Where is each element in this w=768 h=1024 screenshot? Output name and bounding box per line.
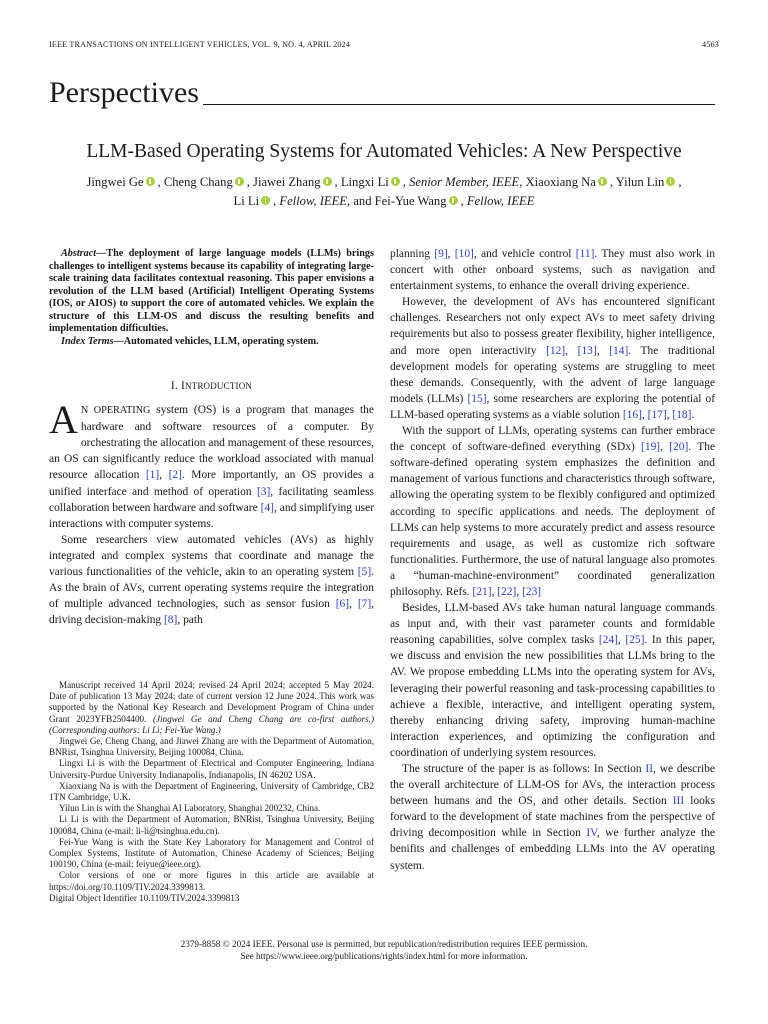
- page-number: 4563: [702, 40, 719, 49]
- author-title: Fellow, IEEE: [279, 194, 348, 208]
- citation-link[interactable]: [16]: [622, 408, 642, 421]
- text-run: , and simplifying user interactions with computer systems.: [49, 501, 375, 530]
- journal-name: IEEE TRANSACTIONS ON INTELLIGENT VEHICLES, VOL. 9, NO. 4, APRIL 2024: [49, 40, 351, 49]
- footnote-text: Manuscript received 14 April 2024; revised 24 April 2024; accepted 5 May 2024. Date of publication 13 May 2024; date of current version 12 June 2024. This work was supported by the National Key Research and Development Program of China under Grant 2023YFB2504400.: [49, 680, 374, 724]
- author-separator: ,: [246, 175, 254, 189]
- text-run: ,: [349, 598, 358, 611]
- left-column: [49, 248, 374, 628]
- citation-link[interactable]: [5]: [357, 566, 372, 579]
- section-heading-rest: NTRODUCTION: [184, 381, 253, 391]
- citation-link[interactable]: [9]: [434, 248, 448, 260]
- citation-link[interactable]: [13]: [577, 344, 597, 357]
- citation-link[interactable]: [20]: [669, 441, 689, 454]
- citation-link[interactable]: [4]: [260, 501, 274, 514]
- footnote-affiliation: Yilun Lin is with the Shanghai AI Laboratory, Shanghai 200232, China.: [59, 803, 321, 814]
- author-separator: ,: [609, 175, 616, 189]
- body-paragraph: [390, 600, 715, 761]
- text-run: , path: [177, 614, 203, 627]
- author-conjunction: and: [353, 194, 375, 208]
- text-run: . As the brain of AVs, current operating systems require the integration of multiple advanced technologies, such as sensor fusion: [49, 566, 374, 611]
- text-run: ,: [641, 408, 648, 421]
- footnote-color-versions: Color versions of one or more figures in this article are available at https://doi.org/10.1109/TIV.2024.3399813.: [49, 870, 374, 892]
- right-column: [390, 246, 715, 874]
- text-run: system (OS) is a program that manages the hardware and software resources of a computer. By orchestrating the allocation and management of these resources, an OS can significantly reduce the workload associated with manual resource allocation: [49, 404, 374, 482]
- text-run: ,: [447, 248, 455, 260]
- author-separator: ,: [347, 194, 354, 208]
- citation-link[interactable]: [2]: [168, 469, 182, 482]
- text-run: , we further analyze the benifits and challenges of embedding LLMs into the AV operating system.: [390, 827, 715, 872]
- text-run: However, the development of AVs has encountered significant challenges. Researchers not only expect AVs to meet safety driving requirements but also to possess greater flexibility, higher intelligence, and more open interactivity: [390, 296, 715, 357]
- text-run: . The software-defined operating system emphasizes the definition and management of various functions and characteristics through software, allowing the operating system to be flexibly configured and optimized according to specific applications and needs. The deployment of LLMs can help systems to more accurately predict and assess resource requirements and usage, as well as customize rich software functionalities. Furthermore, the use of natural language also promotes a “human-machine-environment” coordinated generalization philosophy. Refs.: [390, 441, 716, 598]
- text-run: . They must also work in concert with other onboard systems, such as navigation and entertainment systems, to enhance the overall driving experience.: [390, 248, 716, 293]
- section-link[interactable]: II: [645, 763, 654, 775]
- article-title: LLM-Based Operating Systems for Automated Vehicles: A New Perspective: [86, 141, 682, 162]
- citation-link[interactable]: [6]: [335, 598, 350, 611]
- author-title: Fellow, IEEE: [466, 194, 535, 208]
- text-run: , facilitating seamless collaboration between hardware and software: [49, 485, 375, 514]
- text-run: , driving decision-making: [49, 598, 375, 627]
- citation-link[interactable]: [18]: [672, 408, 692, 421]
- footnote-affiliation: Xiaoxiang Na is with the Department of Engineering, University of Cambridge, CB2 1TN Cambridge, U.K.: [49, 780, 374, 803]
- author-name: Li Li: [233, 194, 260, 208]
- text-run: Besides, LLM-based AVs take human natural language commands as input and, with their vast parameter counts and formidable reasoning capabilities, solve complex tasks: [390, 602, 715, 647]
- author-separator: ,: [273, 194, 280, 208]
- text-run: , we describe the overall architecture of LLM-OS for AVs, the interaction process between humans and the OS, and other details. Section: [390, 763, 715, 808]
- orcid-icon[interactable]: [235, 177, 244, 186]
- footnote-affiliation: Lingxi Li is with the Department of Electrical and Computer Engineering, Indiana University-Purdue University Indianapolis, Indianapolis, IN 46202 USA.: [49, 758, 374, 780]
- text-run: ,: [491, 585, 498, 598]
- index-terms-label: Index Terms: [61, 335, 114, 347]
- author-separator: ,: [157, 175, 164, 189]
- orcid-icon[interactable]: [449, 196, 458, 205]
- orcid-icon[interactable]: [666, 177, 675, 186]
- author-title: Senior Member, IEEE: [409, 175, 520, 189]
- text-run: ,: [516, 585, 523, 598]
- author-separator: ,: [334, 175, 341, 189]
- section-heading: [49, 378, 374, 394]
- rights-link[interactable]: See https://www.ieee.org/publications/rights/index.html for more information.: [240, 951, 528, 961]
- citation-link[interactable]: [17]: [647, 408, 667, 421]
- footnote-affiliation: Li Li is with the Department of Automation, BNRist, Tsinghua University, Beijing 100084, China (e-mail: li-li@tsinghua.edu.cn).: [49, 814, 374, 836]
- orcid-icon[interactable]: [261, 196, 270, 205]
- citation-link[interactable]: [25]: [625, 634, 645, 647]
- text-run: Some researchers view automated vehicles (AVs) as highly integrated and complex systems that coordinate and manage the various functionalities of the vehicle, akin to an operating system: [49, 533, 374, 579]
- index-terms-text: —Automated vehicles, LLM, operating system.: [113, 335, 319, 347]
- lead-in-words: N OPERATING: [80, 405, 151, 417]
- text-run: .: [691, 408, 695, 421]
- footnote-cofirst: (Jingwei Ge and Cheng Chang are co-first authors.) (Corresponding authors: Li Li; Fei-Yue Wang.): [49, 713, 374, 735]
- footnote-manuscript: [49, 680, 374, 736]
- text-run: ,: [596, 344, 610, 357]
- text-run: . The traditional development models for operating systems are struggling to meet these demands. Consequently, with the advent of large language models (LLMs): [390, 344, 715, 405]
- citation-link[interactable]: [1]: [145, 469, 160, 482]
- abstract: [49, 248, 374, 336]
- citation-link[interactable]: [24]: [598, 634, 618, 647]
- citation-link[interactable]: [11]: [575, 248, 595, 260]
- author-name: Cheng Chang: [163, 175, 233, 189]
- author-separator: ,: [519, 175, 526, 189]
- citation-link[interactable]: [15]: [467, 392, 487, 405]
- section-link[interactable]: III: [672, 795, 685, 808]
- body-paragraph: [49, 397, 375, 532]
- author-line-1: [49, 173, 719, 192]
- banner-rule: [203, 104, 715, 105]
- author-line-2: [49, 192, 719, 211]
- body-paragraph: [390, 761, 715, 874]
- author-name: Xiaoxiang Na: [525, 175, 596, 189]
- citation-link[interactable]: [22]: [497, 585, 517, 598]
- running-header: [49, 40, 719, 54]
- footnotes: [49, 680, 374, 904]
- text-run: With the support of LLMs, operating systems can further embrace the concept of software-defined everything (SDx): [390, 425, 715, 454]
- text-run: ,: [660, 441, 670, 454]
- author-separator: ,: [678, 175, 682, 189]
- body-paragraph: [390, 294, 715, 423]
- text-run: The structure of the paper is as follows: In Section: [402, 763, 646, 775]
- author-name: Lingxi Li: [340, 175, 389, 189]
- author-list: [49, 173, 719, 211]
- text-run: ,: [666, 408, 673, 421]
- body-paragraph: [390, 423, 715, 600]
- citation-link[interactable]: [8]: [164, 614, 178, 627]
- text-run: looks forward to the development of state machines from the perspective of driving decomposition while in Section: [390, 795, 715, 840]
- orcid-icon[interactable]: [391, 177, 400, 186]
- citation-link[interactable]: [14]: [609, 344, 629, 357]
- text-run: ,: [617, 634, 626, 647]
- text-run: , and vehicle control: [473, 248, 576, 260]
- citation-link[interactable]: [12]: [546, 344, 566, 357]
- body-paragraph-continued: [390, 246, 715, 294]
- citation-link[interactable]: [21]: [472, 585, 492, 598]
- body-paragraph: [49, 532, 374, 629]
- footnote-affiliation: Jingwei Ge, Cheng Chang, and Jiawei Zhang are with the Department of Automation, BNRist, Tsinghua University, Beijing 100084, China.: [49, 736, 374, 758]
- citation-link[interactable]: [19]: [641, 441, 661, 454]
- footnote-doi: Digital Object Identifier 10.1109/TIV.2024.3399813: [49, 892, 240, 903]
- citation-link[interactable]: [23]: [522, 585, 542, 598]
- abstract-text: —The deployment of large language models (LLMs) brings challenges to intelligent systems because its capability of integrating large-scale training data facilitates contextual reasoning. This paper envisions a revolution of the LLM based (Artificial) Intelligent Operating Systems (IOS, or AIOS) to support the core of automated vehicles. We explain the structure of this LLM-OS and discuss the resulting benefits and implementation difficulties.: [49, 248, 374, 334]
- footnote-affiliation: Fei-Yue Wang is with the State Key Laboratory for Management and Control of Complex Systems, Institute of Automation, Chinese Academy of Sciences, Beijing 100190, China (e-mail: feiyue@ieee.org).: [49, 836, 374, 870]
- author-separator: ,: [460, 194, 467, 208]
- section-banner: [49, 76, 715, 110]
- section-label: Perspectives: [49, 76, 199, 109]
- author-name: Yilun Lin: [615, 175, 665, 189]
- citation-link[interactable]: [10]: [454, 248, 474, 260]
- text-run: . More importantly, an OS provides a unified interface and method of operation: [49, 469, 374, 498]
- section-heading-initial: I: [180, 380, 185, 392]
- author-separator: ,: [402, 175, 410, 189]
- text-run: ,: [159, 469, 169, 482]
- drop-cap: A: [49, 397, 78, 443]
- copyright-notice: 2379-8858 © 2024 IEEE. Personal use is permitted, but republication/redistribution requires IEEE permission.: [180, 939, 588, 949]
- orcid-icon[interactable]: [323, 177, 332, 186]
- text-run: . In this paper, we discuss and envision the new possibilities that LLMs bring to the AV. We propose embedding LLMs into the operating system for AVs, leveraging their powerful reasoning and task-processing capabilities to achieve a flexible, interactive, and intelligent operating system, thereby enhancing driving safety, improving human-machine interaction experiences, and optimizing the configuration and coordination of underlying system resources.: [390, 634, 715, 759]
- orcid-icon[interactable]: [598, 177, 607, 186]
- index-terms: [49, 336, 374, 349]
- text-run: planning: [390, 248, 435, 260]
- author-name: Jiawei Zhang: [253, 175, 321, 189]
- citation-link[interactable]: [3]: [256, 485, 271, 498]
- author-name: Fei-Yue Wang: [374, 194, 447, 208]
- citation-link[interactable]: [7]: [357, 598, 372, 611]
- text-run: ,: [565, 344, 578, 357]
- copyright-footer: [49, 938, 719, 962]
- author-name: Jingwei Ge: [86, 175, 144, 189]
- section-link[interactable]: IV: [586, 827, 597, 840]
- text-run: , some researchers are exploring the potential of LLM-based operating systems as a viable solution: [390, 392, 715, 421]
- section-numeral: I.: [170, 380, 181, 392]
- abstract-label: Abstract: [61, 248, 97, 259]
- orcid-icon[interactable]: [146, 177, 155, 186]
